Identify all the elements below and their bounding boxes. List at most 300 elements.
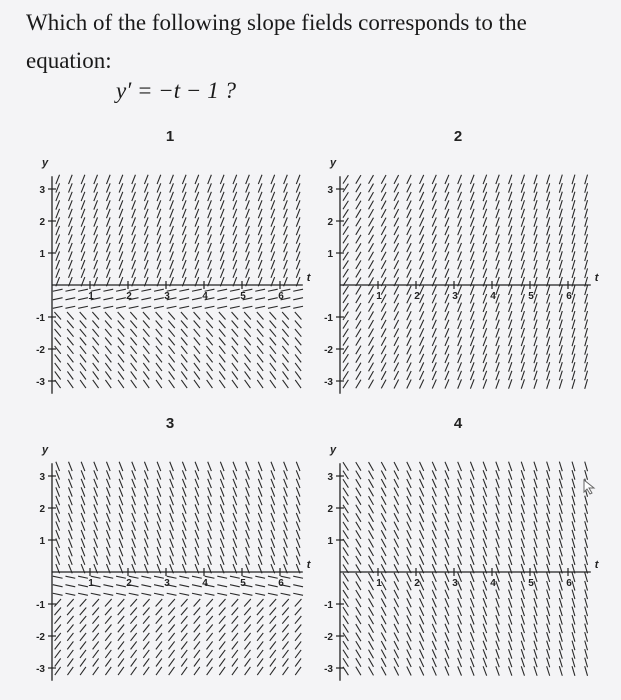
slope-segment	[483, 590, 487, 599]
slope-segment	[445, 209, 449, 218]
slope-segment	[244, 312, 251, 319]
slope-segment	[420, 311, 424, 320]
slope-segment	[394, 547, 399, 556]
slope-segment	[208, 269, 212, 278]
slope-segment	[534, 666, 537, 675]
slope-segment	[56, 226, 60, 235]
slope-segment	[258, 226, 262, 235]
slope-segment	[547, 371, 550, 381]
slope-segment	[106, 175, 110, 184]
slope-segment	[295, 346, 301, 354]
slope-segment	[154, 585, 164, 587]
slope-segment	[381, 337, 386, 346]
slope-segment	[282, 608, 289, 616]
slope-segment	[483, 268, 487, 277]
slope-segment	[343, 556, 348, 564]
slope-segment	[369, 218, 374, 227]
slope-segment	[156, 346, 162, 354]
slope-segment	[118, 371, 124, 379]
slope-segment	[94, 175, 98, 184]
slope-segment	[458, 590, 462, 599]
slope-segment	[170, 479, 174, 488]
slope-segment	[157, 521, 161, 530]
slope-segment	[284, 496, 288, 505]
slope-segment	[394, 513, 399, 522]
slope-segment	[572, 320, 575, 330]
slope-segment	[381, 581, 386, 590]
slope-segment	[521, 547, 524, 556]
slope-segment	[132, 200, 136, 209]
slope-segment	[81, 243, 85, 252]
slope-segment	[432, 209, 436, 218]
slope-segment	[407, 573, 411, 582]
slope-segment	[282, 321, 289, 329]
slope-segment	[208, 175, 212, 184]
slope-segment	[81, 269, 85, 278]
slope-segment	[53, 298, 63, 300]
slope-segment	[343, 479, 348, 487]
slope-segment	[132, 521, 136, 530]
slope-segment	[432, 260, 436, 269]
slope-segment	[496, 294, 499, 303]
slope-segment	[54, 329, 60, 337]
slope-segment	[208, 251, 212, 260]
slope-segment	[143, 321, 150, 329]
slope-segment	[282, 329, 288, 337]
slope-segment	[56, 192, 60, 201]
slope-segment	[94, 496, 98, 505]
slope-segment	[182, 504, 186, 513]
slope-field-option-2[interactable]	[318, 125, 599, 405]
slope-segment	[559, 260, 562, 270]
slope-field-option-4[interactable]	[318, 412, 599, 692]
slope-segment	[369, 522, 374, 531]
slope-segment	[585, 462, 588, 472]
slope-segment	[534, 521, 537, 530]
slope-segment	[572, 496, 575, 506]
slope-segment	[381, 488, 386, 497]
slope-segment	[207, 658, 213, 666]
slope-segment	[534, 547, 537, 556]
slope-field-option-3[interactable]	[30, 412, 311, 692]
slope-segment	[195, 530, 199, 539]
slope-segment	[483, 175, 487, 184]
slope-segment	[195, 260, 199, 269]
slope-segment	[244, 608, 251, 616]
slope-segment	[271, 462, 275, 471]
slope-segment	[381, 201, 386, 210]
slope-segment	[534, 479, 537, 488]
slope-segment	[195, 521, 199, 530]
slope-segment	[106, 470, 110, 479]
slope-segment	[547, 200, 550, 210]
slope-segment	[170, 175, 174, 184]
slope-segment	[585, 615, 588, 625]
slope-segment	[483, 521, 487, 530]
slope-segment	[356, 573, 361, 582]
y-tick-label: -3	[36, 664, 45, 675]
slope-segment	[445, 615, 449, 624]
slope-segment	[585, 268, 588, 278]
slope-segment	[220, 556, 224, 565]
y-axis-label: y	[42, 444, 49, 457]
slope-segment	[369, 337, 374, 346]
slope-segment	[496, 311, 499, 320]
slope-segment	[445, 666, 449, 675]
slope-segment	[407, 624, 411, 633]
slope-segment	[258, 209, 262, 218]
slope-segment	[470, 632, 474, 641]
slope-segment	[182, 538, 186, 547]
slope-segment	[369, 184, 374, 193]
slope-segment	[470, 260, 474, 269]
slope-segment	[296, 175, 300, 184]
slope-segment	[559, 649, 562, 659]
slope-segment	[509, 487, 512, 496]
slope-segment	[534, 487, 537, 496]
slope-segment	[144, 513, 148, 522]
slope-segment	[343, 303, 348, 311]
slope-segment	[119, 462, 123, 471]
slope-segment	[55, 624, 61, 632]
slope-segment	[194, 312, 201, 319]
slope-segment	[534, 362, 537, 371]
slope-segment	[585, 371, 588, 381]
slope-segment	[407, 380, 411, 389]
slope-segment	[547, 234, 550, 244]
slope-segment	[496, 286, 499, 295]
slope-segment	[394, 530, 399, 539]
slope-segment	[119, 530, 123, 539]
slope-segment	[143, 667, 149, 675]
x-tick-label: 2	[126, 291, 132, 302]
slope-segment	[470, 547, 474, 556]
slope-segment	[208, 556, 212, 565]
slope-segment	[432, 513, 436, 522]
slope-segment	[78, 289, 88, 291]
slope-segment	[496, 641, 499, 650]
slope-segment	[93, 363, 99, 371]
slope-segment	[381, 243, 386, 252]
slope-segment	[69, 538, 73, 547]
slope-segment	[394, 470, 399, 479]
slope-segment	[169, 650, 175, 658]
slope-segment	[407, 522, 411, 531]
slope-segment	[80, 658, 86, 666]
slope-segment	[208, 183, 212, 192]
slope-segment	[356, 667, 361, 676]
x-tick-label: 1	[376, 578, 382, 589]
slope-segment	[559, 462, 562, 472]
slope-segment	[94, 183, 98, 192]
slope-segment	[369, 252, 374, 261]
x-tick-label: 4	[202, 291, 208, 302]
y-tick-label: 2	[327, 504, 333, 515]
slope-segment	[343, 260, 348, 268]
slope-segment	[182, 521, 186, 530]
mouse-pointer-icon	[582, 478, 598, 501]
slope-segment	[257, 633, 263, 641]
slope-segment	[458, 573, 462, 582]
slope-segment	[182, 487, 186, 496]
slope-segment	[69, 260, 73, 269]
slope-segment	[69, 530, 73, 539]
slope-segment	[232, 633, 238, 641]
slope-segment	[445, 479, 449, 488]
slope-segment	[343, 192, 348, 200]
slope-segment	[381, 252, 386, 261]
slope-segment	[445, 504, 449, 513]
slope-segment	[296, 547, 300, 556]
slope-segment	[118, 321, 125, 329]
slope-segment	[521, 487, 524, 496]
slope-segment	[208, 504, 212, 513]
slope-segment	[509, 666, 512, 675]
slope-segment	[343, 354, 348, 362]
slope-segment	[232, 650, 238, 658]
slope-segment	[572, 311, 575, 321]
slope-segment	[143, 337, 149, 345]
slope-segment	[445, 243, 449, 252]
slope-segment	[496, 217, 499, 226]
slope-segment	[559, 487, 562, 497]
slope-segment	[119, 479, 123, 488]
slope-segment	[470, 251, 474, 260]
slope-segment	[105, 354, 111, 362]
slope-segment	[182, 183, 186, 192]
slope-segment	[432, 252, 436, 261]
slope-segment	[230, 298, 240, 300]
slope-segment	[181, 363, 187, 371]
slope-segment	[534, 624, 537, 633]
slope-segment	[534, 607, 537, 616]
slope-segment	[572, 538, 575, 548]
slope-segment	[509, 303, 512, 312]
slope-segment	[534, 379, 537, 388]
slope-segment	[343, 505, 348, 513]
slope-segment	[94, 504, 98, 513]
slope-segment	[54, 608, 61, 616]
slope-segment	[445, 362, 449, 371]
slope-segment	[356, 590, 361, 599]
slope-segment	[521, 504, 524, 513]
slope-segment	[394, 192, 399, 201]
slope-segment	[268, 298, 278, 300]
slope-segment	[432, 217, 436, 226]
slope-segment	[194, 321, 201, 329]
slope-segment	[92, 608, 99, 616]
slope-segment	[230, 585, 240, 587]
slope-segment	[106, 217, 110, 226]
slope-segment	[296, 217, 300, 226]
slope-segment	[143, 650, 149, 658]
slope-segment	[509, 251, 512, 260]
slope-segment	[220, 234, 224, 243]
slope-segment	[343, 175, 348, 183]
slope-segment	[296, 234, 300, 243]
slope-segment	[270, 371, 276, 379]
slope-segment	[470, 294, 474, 303]
slope-segment	[270, 337, 276, 345]
slope-segment	[296, 192, 300, 201]
slope-segment	[69, 504, 73, 513]
slope-segment	[534, 337, 537, 346]
slope-segment	[381, 479, 386, 488]
slope-segment	[445, 607, 449, 616]
slope-segment	[168, 633, 174, 641]
slope-segment	[343, 547, 348, 555]
slope-segment	[483, 345, 487, 354]
slope-field-option-1[interactable]	[30, 125, 311, 405]
slope-segment	[534, 354, 537, 363]
slope-segment	[572, 371, 575, 381]
slope-segment	[195, 217, 199, 226]
slope-segment	[67, 329, 73, 337]
slope-segment	[206, 641, 212, 649]
slope-segment	[470, 462, 474, 471]
slope-segment	[206, 633, 212, 641]
slope-segment	[432, 379, 436, 388]
slope-segment	[144, 217, 148, 226]
slope-segment	[106, 243, 110, 252]
slope-segment	[233, 251, 237, 260]
slope-segment	[407, 598, 411, 607]
slope-segment	[369, 329, 374, 338]
slope-segment	[572, 462, 575, 472]
slope-segment	[56, 183, 60, 192]
slope-segment	[496, 192, 499, 201]
slope-segment	[69, 226, 73, 235]
slope-segment	[407, 513, 411, 522]
slope-segment	[208, 217, 212, 226]
slope-segment	[343, 496, 348, 504]
slope-segment	[194, 337, 200, 345]
slope-segment	[572, 470, 575, 480]
slope-segment	[179, 585, 189, 587]
slope-segment	[509, 268, 512, 277]
slope-segment	[407, 345, 411, 354]
slope-segment	[94, 487, 98, 496]
slope-segment	[369, 320, 374, 329]
slope-segment	[420, 252, 424, 261]
slope-segment	[182, 470, 186, 479]
slope-segment	[458, 251, 462, 260]
slope-segment	[119, 470, 123, 479]
slope-segment	[420, 362, 424, 371]
slope-segment	[445, 320, 449, 329]
slope-segment	[69, 243, 73, 252]
slope-segment	[585, 555, 588, 565]
slope-segment	[521, 666, 524, 675]
slope-segment	[255, 298, 265, 300]
slope-segment	[483, 462, 487, 471]
slope-segment	[130, 312, 137, 319]
slope-segment	[192, 576, 202, 578]
slope-segment	[144, 209, 148, 218]
slope-segment	[93, 380, 99, 388]
slope-segment	[106, 260, 110, 269]
slope-segment	[521, 362, 524, 371]
slope-segment	[233, 556, 237, 565]
slope-segment	[217, 306, 227, 308]
slope-segment	[233, 200, 237, 209]
slope-segment	[81, 200, 85, 209]
slope-segment	[195, 192, 199, 201]
slope-segment	[205, 593, 215, 595]
slope-segment	[271, 513, 275, 522]
slope-segment	[54, 616, 60, 624]
slope-segment	[547, 666, 550, 676]
slope-segment	[496, 268, 499, 277]
slope-segment	[369, 243, 374, 252]
slope-segment	[220, 470, 224, 479]
slope-segment	[356, 547, 361, 556]
slope-segment	[220, 209, 224, 218]
slope-segment	[81, 521, 85, 530]
slope-segment	[103, 306, 113, 308]
slope-segment	[585, 209, 588, 219]
slope-segment	[470, 581, 474, 590]
slope-segment	[420, 235, 424, 244]
slope-segment	[181, 312, 188, 319]
slope-segment	[394, 573, 399, 582]
slope-segment	[394, 624, 399, 633]
slope-segment	[295, 321, 302, 329]
slope-segment	[496, 598, 499, 607]
slope-segment	[56, 217, 60, 226]
slope-segment	[271, 234, 275, 243]
slope-segment	[106, 496, 110, 505]
slope-segment	[181, 650, 187, 658]
slope-segment	[559, 345, 562, 355]
slope-segment	[470, 200, 474, 209]
slope-segment	[296, 556, 300, 565]
slope-segment	[119, 183, 123, 192]
slope-segment	[119, 192, 123, 201]
slope-segment	[143, 380, 149, 388]
slope-segment	[93, 346, 99, 354]
slope-segment	[547, 175, 550, 185]
slope-segment	[169, 667, 175, 675]
slope-segment	[268, 585, 278, 587]
slope-segment	[65, 576, 75, 578]
slope-segment	[81, 462, 85, 471]
slope-segment	[220, 175, 224, 184]
slope-segment	[170, 200, 174, 209]
slope-segment	[144, 175, 148, 184]
slope-segment	[157, 269, 161, 278]
slope-segment	[559, 496, 562, 506]
slope-segment	[245, 667, 251, 675]
slope-segment	[144, 234, 148, 243]
slope-segment	[258, 504, 262, 513]
slope-segment	[521, 175, 524, 184]
slope-segment	[118, 346, 124, 354]
slope-segment	[233, 243, 237, 252]
slope-segment	[232, 354, 238, 362]
slope-segment	[69, 547, 73, 556]
slope-segment	[369, 650, 374, 659]
slope-segment	[534, 658, 537, 667]
slope-segment	[534, 581, 537, 590]
slope-segment	[232, 599, 239, 606]
x-tick-label: 5	[528, 578, 534, 589]
slope-segment	[169, 658, 175, 666]
slope-segment	[157, 183, 161, 192]
slope-segment	[179, 289, 189, 291]
slope-segment	[585, 175, 588, 185]
slope-segment	[559, 521, 562, 531]
